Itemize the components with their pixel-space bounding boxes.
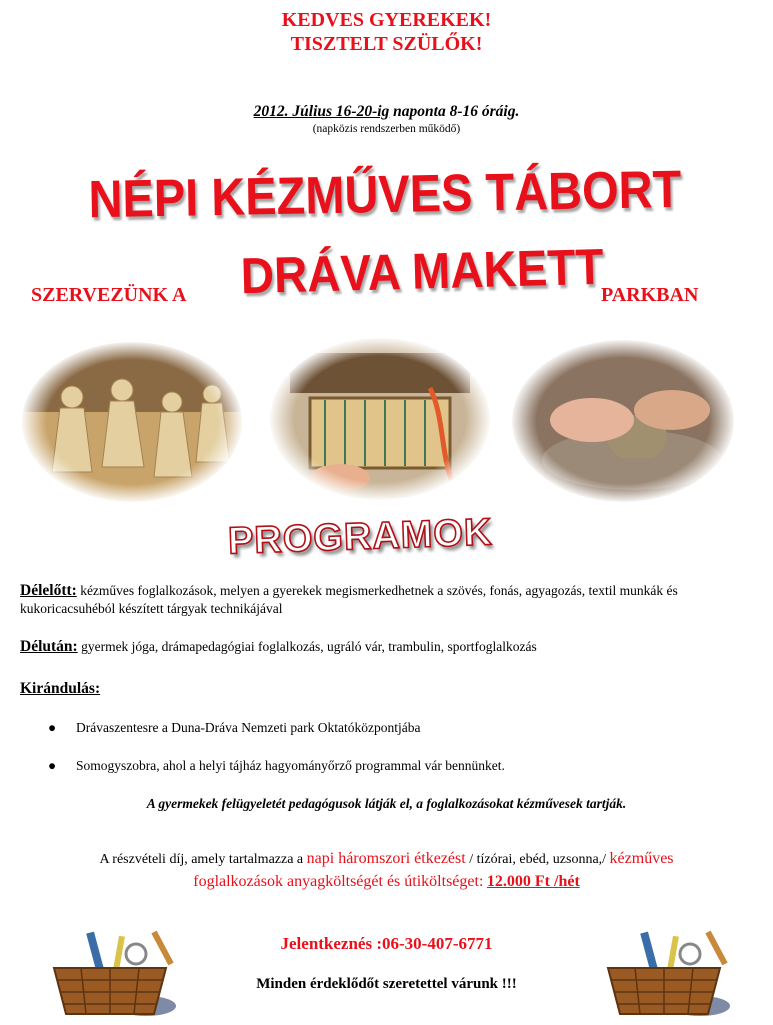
camp-dates [0,103,773,121]
list-item: ● Somogyszobra, ahol a helyi tájház hagyományőrző programmal vár bennünket. [48,758,505,773]
supervision-note: A gyermekek felügyeletét pedagógusok látják el, a foglalkozásokat kézművesek tartják. [146,796,627,811]
title-park: PARKBAN [601,284,699,306]
morning-text: kézműves foglalkozások, melyen a gyerekek megismerkedhetnek a szövés, fonás, agyagozás, textil munkák és kukoricacsuhéból készített tárgyak technikájával [20,583,678,616]
morning-label: Délelőtt: [20,582,77,599]
fee-crafts: kézműves [609,850,674,867]
trips-label: Kirándulás: [20,680,101,697]
bullet-icon: ● [48,720,57,735]
programs-heading: PROGRAMOK [227,511,494,563]
afternoon-text: gyermek jóga, drámapedagógiai foglalkozás, ugráló vár, trambulin, sportfoglalkozás [77,639,537,654]
greeting-line-1: KEDVES GYEREKEK! [281,9,492,31]
main-title: NÉPI KÉZMŰVES TÁBORT [88,158,682,229]
greeting-line-2: TISZTELT SZÜLŐK! [290,33,483,55]
fee-meals: napi háromszori étkezést [306,850,466,867]
fee-line-2 [0,871,773,894]
fee-materials: foglalkozások anyagköltségét és útiköltséget: [193,873,484,890]
fee-info [0,848,773,894]
trips-list [48,720,748,736]
afternoon-program [20,638,755,656]
daily-hours: naponta 8-16 óráig. [389,103,520,120]
afternoon-label: Délután: [20,638,78,655]
title-venue: DRÁVA MAKETT [240,237,605,305]
title-organize: SZERVEZÜNK A [31,284,187,306]
bullet-icon: ● [48,758,57,773]
date-range: 2012. Július 16-20-ig [253,103,390,120]
trips-list-2 [48,758,748,774]
registration-contact: Jelentkeznés :06-30-407-6771 [280,934,493,953]
morning-program [20,582,755,618]
pottery-wheel-photo [512,340,734,502]
weaving-loom-photo [270,338,490,500]
list-item: ● Drávaszentesre a Duna-Dráva Nemzeti park Oktatóközpontjába [48,720,421,735]
fee-line-1: A részvételi díj, amely tartalmazza a napi háromszori étkezést / tízórai, ebéd, uzsonna,/ kézműves [99,850,674,867]
trips-section [20,680,755,698]
daycare-note: (napközis rendszerben működő) [312,123,461,135]
greeting [0,8,773,56]
corn-husk-dolls-photo [22,342,242,502]
closing-message: Minden érdeklődőt szeretettel várunk !!! [256,976,517,992]
fee-price: 12.000 Ft /hét [486,873,580,890]
